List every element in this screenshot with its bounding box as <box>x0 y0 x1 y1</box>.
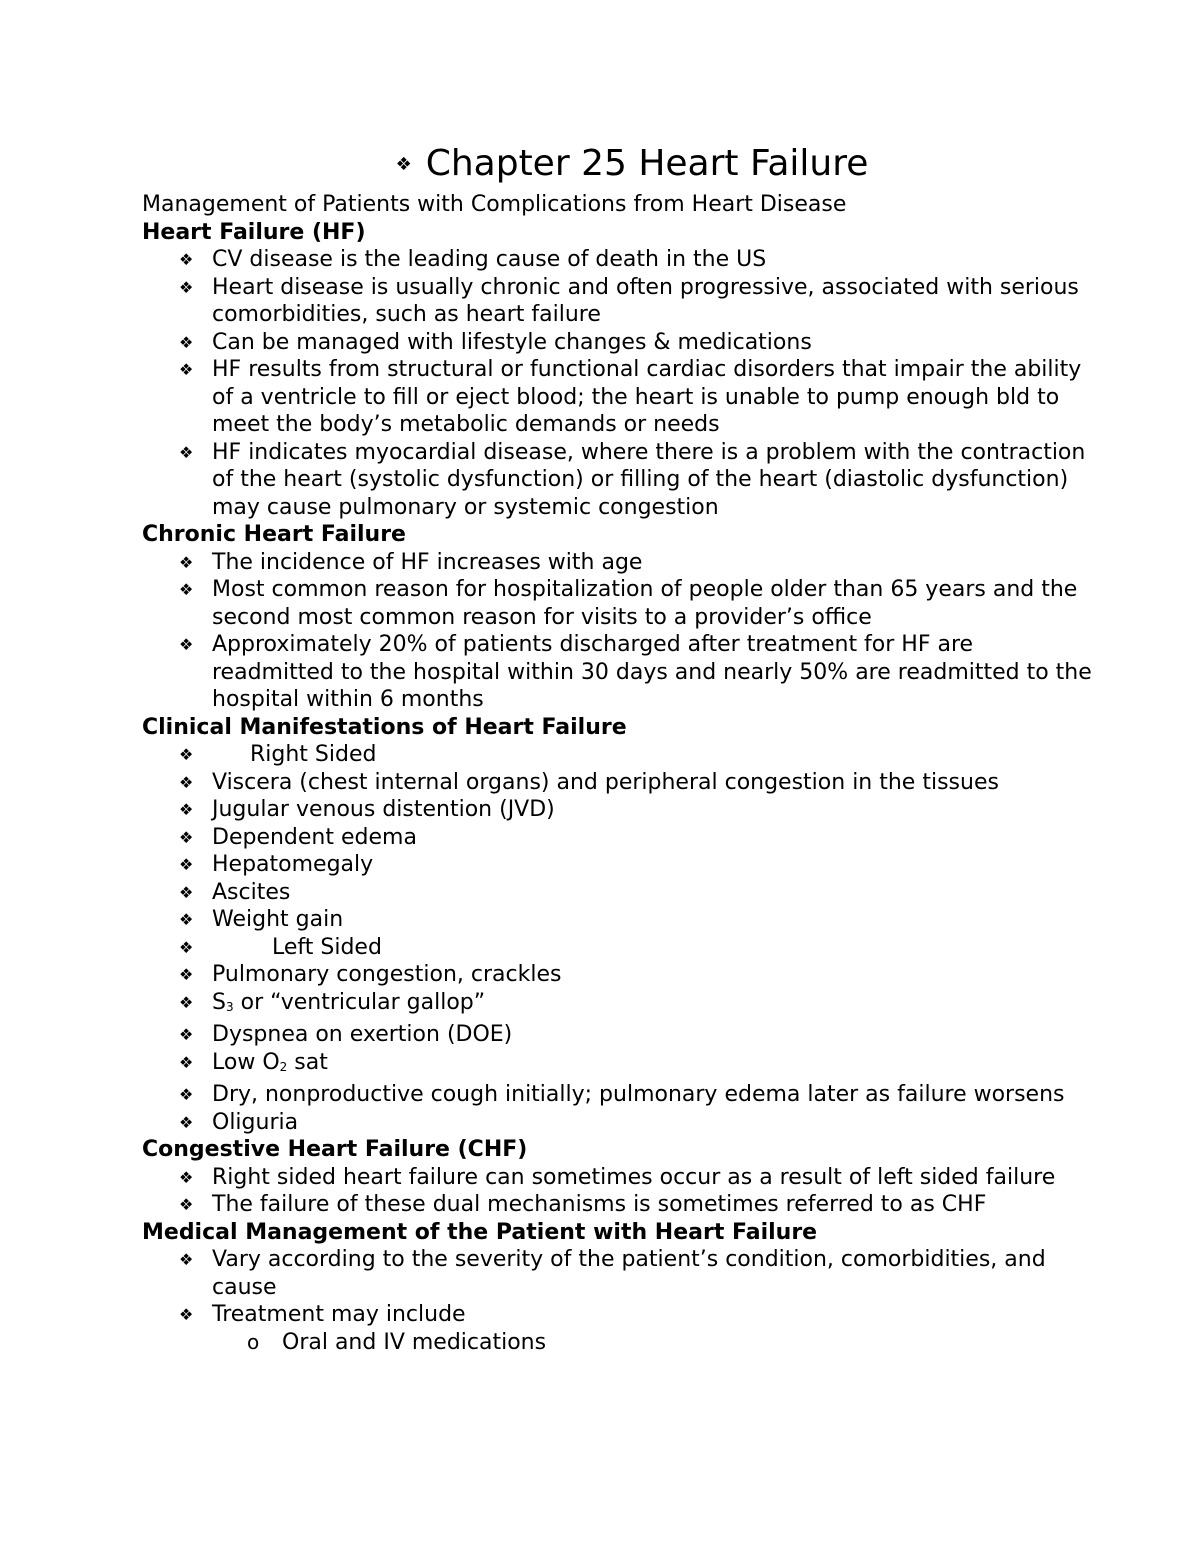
page-title-text: Chapter 25 Heart Failure <box>425 143 869 184</box>
list-item: ❖ $S_3$ or “ventricular gallop” <box>179 989 486 1015</box>
list-item: ❖ HF results from structural or functional cardiac disorders that impair the ability of a ventricle to fill or eject blood; the heart is unable to pump enough bld to meet the body’s metabolic demands or needs <box>179 357 1082 437</box>
diamond-bullet-icon: ❖ <box>179 992 194 1012</box>
list-item: ❖ Dyspnea on exertion (DOE) <box>179 1022 513 1047</box>
diamond-bullet-icon: ❖ <box>179 580 194 599</box>
diamond-bullet-icon: ❖ <box>179 745 194 764</box>
list-item: ❖ Low $O_2$ sat <box>179 1049 328 1075</box>
diamond-bullet-icon: ❖ <box>179 827 194 847</box>
list-item: ❖ Jugular venous distention (JVD) <box>179 797 555 822</box>
diamond-bullet-icon: ❖ <box>179 910 194 929</box>
list-item: ❖ Hepatomegaly <box>179 852 374 877</box>
list-item: ❖ Most common reason for hospitalization of people older than 65 years and the second most common reason for visits to a provider’s office <box>179 577 1078 630</box>
diamond-bullet-icon: ❖ <box>179 635 194 654</box>
list-item: ❖ Ascites <box>179 879 291 905</box>
diamond-bullet-icon: ❖ <box>179 442 194 462</box>
list-item: ❖ Dry, nonproductive cough initially; pulmonary edema later as failure worsens <box>179 1082 1065 1107</box>
list-item: ❖ Pulmonary congestion, crackles <box>179 962 562 987</box>
chf-list <box>142 1164 1092 1219</box>
section-heading-medical: Medical Management of the Patient with Heart Failure <box>142 1219 818 1245</box>
chronic-list <box>142 549 1092 714</box>
section-heading-clinical: Clinical Manifestations of Heart Failure <box>142 714 627 740</box>
diamond-bullet-icon: ❖ <box>179 800 194 819</box>
list-item: ❖ Dependent edema <box>179 824 417 850</box>
medical-list <box>142 1246 1092 1329</box>
diamond-bullet-icon: ❖ <box>179 332 194 352</box>
list-item: ❖ HF indicates myocardial disease, where there is a problem with the contraction of the heart (systolic dysfunction) or filling of the heart (diastolic dysfunction) may cause pulmonary or systemic congestion <box>179 439 1086 520</box>
diamond-bullet-icon: ❖ <box>179 1052 194 1072</box>
diamond-bullet-icon: ❖ <box>179 360 194 379</box>
diamond-bullet-icon: ❖ <box>179 552 194 572</box>
page-subtitle: Management of Patients with Complications from Heart Disease <box>142 192 847 217</box>
list-item: ❖ Viscera (chest internal organs) and peripheral congestion in the tissues <box>179 769 999 795</box>
list-item: ❖ The incidence of HF increases with age <box>179 549 643 575</box>
diamond-bullet-icon: ❖ <box>179 772 194 792</box>
list-item-left-sided: ❖ Left Sided <box>179 934 382 960</box>
list-item: ❖ CV disease is the leading cause of death in the US <box>179 247 767 272</box>
list-item: ❖ Right sided heart failure can sometimes occur as a result of left sided failure <box>179 1164 1056 1190</box>
section-heading-chronic: Chronic Heart Failure <box>142 522 406 547</box>
diamond-bullet-icon: ❖ <box>179 1025 194 1044</box>
diamond-bullet-icon: ❖ <box>179 1305 194 1324</box>
list-item: ❖ Can be managed with lifestyle changes & medications <box>179 329 812 355</box>
list-item: ❖ Weight gain <box>179 907 344 932</box>
list-item: ❖ Vary according to the severity of the patient’s condition, comorbidities, and cause <box>179 1247 1046 1300</box>
diamond-bullet-icon: ❖ <box>179 937 194 957</box>
list-item: ❖ Treatment may include <box>179 1302 466 1327</box>
diamond-bullet-icon: ❖ <box>179 277 194 297</box>
list-item: ❖ Oliguria <box>179 1109 299 1135</box>
list-item: ❖ Approximately 20% of patients discharged after treatment for HF are readmitted to the hospital within 30 days and nearly 50% are readmitted to the hospital within 6 months <box>179 632 1092 712</box>
section-heading-chf: Congestive Heart Failure (CHF) <box>142 1137 528 1162</box>
section-heading-hf: Heart Failure (HF) <box>142 219 366 245</box>
diamond-bullet-icon: ❖ <box>395 154 412 175</box>
circle-bullet-icon: o <box>247 1329 260 1354</box>
diamond-bullet-icon: ❖ <box>179 965 194 984</box>
diamond-bullet-icon: ❖ <box>179 855 194 874</box>
page-title <box>142 140 1092 189</box>
diamond-bullet-icon: ❖ <box>179 1167 194 1187</box>
diamond-bullet-icon: ❖ <box>179 1250 194 1269</box>
diamond-bullet-icon: ❖ <box>179 1195 194 1214</box>
list-item-right-sided: ❖ Right Sided <box>179 742 377 767</box>
diamond-bullet-icon: ❖ <box>179 250 194 269</box>
diamond-bullet-icon: ❖ <box>179 1085 194 1104</box>
clinical-list <box>142 741 1092 1136</box>
diamond-bullet-icon: ❖ <box>179 1112 194 1132</box>
diamond-bullet-icon: ❖ <box>179 882 194 902</box>
list-item: ❖ The failure of these dual mechanisms is sometimes referred to as CHF <box>179 1192 987 1217</box>
hf-list <box>142 246 1092 521</box>
sub-list-item: o Oral and IV medications <box>247 1329 547 1355</box>
list-item: ❖ Heart disease is usually chronic and often progressive, associated with serious comorbidities, such as heart failure <box>179 274 1079 327</box>
document-content <box>142 140 1092 1356</box>
medical-sub-list <box>142 1329 1092 1357</box>
